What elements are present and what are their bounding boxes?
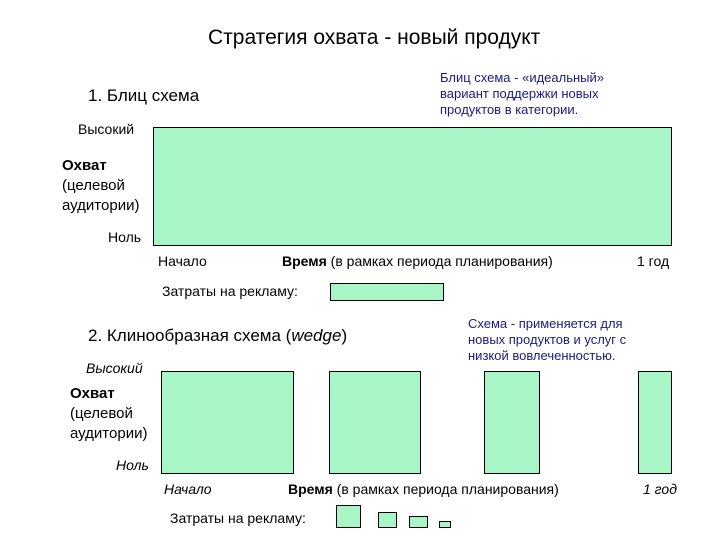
wedge-reach-block-1 <box>161 371 294 474</box>
wedge-y-label <box>70 384 147 444</box>
wedge-heading-term: wedge <box>291 326 342 345</box>
blitz-x-label <box>282 253 553 269</box>
wedge-y-zero: Ноль <box>116 457 149 473</box>
wedge-y-label-bold: Охват <box>70 385 115 402</box>
wedge-y-high: Высокий <box>86 360 143 376</box>
blitz-y-label-bold: Охват <box>62 157 107 174</box>
blitz-y-label-line: (целевой <box>62 177 125 194</box>
blitz-y-label-line: аудитории) <box>62 197 140 214</box>
wedge-heading-suffix: ) <box>341 326 348 345</box>
blitz-y-label <box>62 156 139 216</box>
blitz-spend-bar <box>330 283 444 301</box>
wedge-x-end: 1 год <box>643 481 677 497</box>
wedge-spend-bar-4 <box>439 521 451 528</box>
wedge-y-label-line: (целевой <box>70 405 133 422</box>
blitz-spend-label: Затраты на рекламу: <box>162 283 298 299</box>
wedge-note-line: низкой вовлеченностью. <box>468 348 616 363</box>
blitz-x-end: 1 год <box>637 253 670 269</box>
wedge-heading <box>88 326 347 346</box>
wedge-heading-prefix: 2. Клинообразная схема ( <box>88 326 292 345</box>
blitz-note <box>440 70 604 118</box>
wedge-reach-block-3 <box>484 371 540 474</box>
blitz-note-line: продуктов в категории. <box>440 102 579 117</box>
wedge-spend-bar-3 <box>409 516 428 528</box>
page-title: Стратегия охвата - новый продукт <box>208 26 541 49</box>
wedge-x-start: Начало <box>164 481 212 497</box>
wedge-note <box>468 316 626 364</box>
blitz-reach-block <box>153 127 672 246</box>
blitz-y-zero: Ноль <box>108 229 142 245</box>
wedge-y-label-line: аудитории) <box>70 425 148 442</box>
wedge-spend-bar-1 <box>336 505 361 528</box>
wedge-x-label <box>288 481 559 497</box>
wedge-spend-bar-2 <box>378 512 397 528</box>
blitz-note-line: Блиц схема - «идеальный» <box>440 70 605 85</box>
blitz-y-high: Высокий <box>78 121 135 137</box>
blitz-x-start: Начало <box>158 253 207 269</box>
wedge-x-label-bold: Время <box>288 481 333 497</box>
wedge-reach-block-2 <box>329 371 421 474</box>
blitz-x-label-rest: (в рамках периода планирования) <box>326 253 553 269</box>
wedge-note-line: Схема - применяется для <box>468 316 623 331</box>
wedge-note-line: новых продуктов и услуг с <box>468 332 627 347</box>
blitz-note-line: вариант поддержки новых <box>440 86 599 101</box>
wedge-reach-block-4 <box>638 371 672 474</box>
blitz-heading: 1. Блиц схема <box>88 86 200 105</box>
wedge-x-label-rest: (в рамках периода планирования) <box>332 481 559 497</box>
wedge-spend-label: Затраты на рекламу: <box>170 510 306 526</box>
blitz-x-label-bold: Время <box>282 253 327 269</box>
